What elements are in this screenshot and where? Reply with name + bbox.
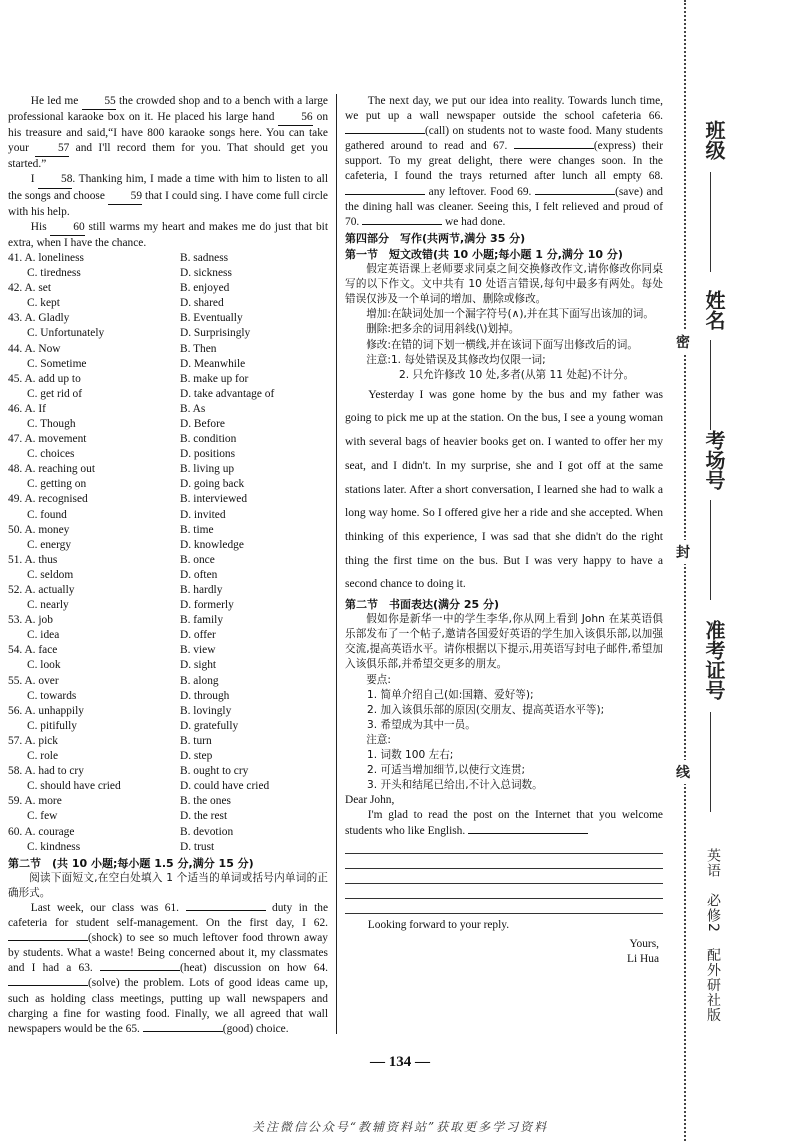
option-choice[interactable]: C. Though [27,417,76,430]
writing-instruction: 假如你是新华一中的学生李华,你从网上看到 John 在某英语俱乐部发布了一个帖子,邀请各国爱好英语的学生加入该俱乐部,以加强交流,提高英语水平。请你根据以下提示,用英语写封电子邮件,希望加入该俱乐部,并希望交更多的朋友。 [345,613,663,671]
option-choice[interactable]: B. enjoyed [180,282,230,295]
option-row [8,311,328,326]
option-choice[interactable]: 41. A. loneliness [8,251,84,264]
option-row [8,281,328,296]
blank-69[interactable] [535,194,615,195]
writing-line[interactable] [345,842,663,854]
option-choice[interactable]: 57. A. pick [8,734,58,747]
option-row [8,779,328,794]
option-choice[interactable]: B. ought to cry [180,765,249,778]
option-row [8,583,328,598]
options-list [8,251,328,855]
option-row [8,372,328,387]
option-row [8,251,328,266]
option-choice[interactable]: C. tiredness [27,267,81,280]
option-choice[interactable]: D. could have cried [180,780,270,793]
passage-paragraph-3: His 60 still warms my heart and makes me do just that bit extra, when I have the chance. [8,220,329,249]
option-row [8,628,328,643]
option-choice[interactable]: C. Unfortunately [27,327,105,340]
blank-60[interactable]: 60 [50,220,84,236]
option-choice[interactable]: C. kept [27,297,60,310]
blank-55[interactable]: 55 [82,94,116,110]
letter-opening: I'm glad to read the post on the Internet that you welcome students who like English. [345,809,663,837]
option-choice[interactable]: D. going back [180,478,245,491]
blank-56[interactable]: 56 [278,110,312,126]
option-row [8,689,328,704]
letter-yours: Yours, [629,937,659,950]
blank-68[interactable] [345,194,425,195]
binding-dotted-line [684,0,686,1141]
option-choice[interactable]: B. hardly [180,584,223,596]
option-row [8,447,328,462]
option-choice[interactable]: 60. A. courage [8,825,75,838]
left-column [8,94,328,1037]
option-choice[interactable]: B. interviewed [180,493,248,506]
points-item: 3. 希望成为其中一员。 [367,718,476,731]
page-number: — 134 — [370,1054,430,1070]
option-row [8,477,328,492]
section2-continued: The next day, we put our idea into reality. Towards lunch time, we put up a wall newspaper outside the school cafeteria 66. (call) on students not to waste food. Many students gathered around to read and 67. (express) their support. To my great delight, there were changes soon. In the cafeteria, I found the trays returned after lunch all empty 68. any leftover. Food 69. (save) and the dining hall was cleaner. Seeing this, I felt relieved and proud of 70. we had done. [345,95,663,228]
option-choice[interactable]: B. once [180,553,215,566]
option-choice[interactable]: B. family [180,614,224,627]
option-row [8,840,328,855]
option-row [8,704,328,719]
option-choice[interactable]: 53. A. job [8,614,53,627]
option-choice[interactable]: 49. A. recognised [8,493,88,506]
delete-rule: 删除:把多余的词用斜线(\)划掉。 [366,323,520,336]
writing-line[interactable] [345,872,663,884]
option-row [8,417,328,432]
option-choice[interactable]: B. turn [180,734,212,747]
option-row [8,643,328,658]
option-choice[interactable]: 51. A. thus [8,553,58,566]
writing-line[interactable] [345,857,663,869]
option-choice[interactable]: C. get rid of [27,387,83,400]
notes-item: 3. 开头和结尾已给出,不计入总词数。 [367,779,543,792]
letter-closing: Looking forward to your reply. [367,918,510,931]
blank-62[interactable] [8,940,88,941]
option-choice[interactable]: D. sickness [180,267,232,280]
blank-67[interactable] [514,148,594,149]
option-choice[interactable]: B. Eventually [180,312,243,325]
option-choice[interactable]: D. through [180,689,230,702]
passage-paragraph-1: He led me 55 the crowded shop and to a bench with a large professional karaoke box on it. He placed his large hand 56 on his treasure and said,“I have 800 karaoke songs here. You can take your 57 and I'll record them for you. That should get you started.” [8,95,329,171]
option-choice[interactable]: 45. A. add up to [8,372,81,385]
option-row [8,387,328,402]
option-row [8,538,328,553]
option-choice[interactable]: B. devotion [180,825,234,838]
section1-heading: 第一节 短文改错(共 10 小题;每小题 1 分,满分 10 分) [345,247,623,261]
blank-59[interactable]: 59 [108,189,142,205]
writing-line[interactable] [345,902,663,914]
section2-instruction: 阅读下面短文,在空白处填入 1 个适当的单词或括号内单词的正确形式。 [8,871,328,899]
option-choice[interactable]: B. time [180,523,214,536]
option-choice[interactable]: 56. A. unhappily [8,704,84,717]
option-choice[interactable]: D. trust [180,840,215,853]
option-choice[interactable]: 44. A. Now [8,342,61,355]
option-choice[interactable]: B. lovingly [180,704,232,717]
footer-notice: 关注微信公众号“教辅资料站”获取更多学习资料 [251,1120,549,1134]
blank-66[interactable] [345,133,425,134]
column-divider [336,94,337,1034]
option-choice[interactable]: B. make up for [180,372,249,385]
option-row [8,749,328,764]
option-choice[interactable]: 47. A. movement [8,433,87,446]
option-choice[interactable]: 58. A. had to cry [8,765,84,778]
option-choice[interactable]: 42. A. set [8,282,52,295]
binding-margin [672,0,800,1141]
option-row [8,492,328,507]
exam-id-field[interactable] [710,712,711,812]
option-choice[interactable]: C. look [27,659,61,672]
section2-writing-heading: 第二节 书面表达(满分 25 分) [345,598,500,612]
option-choice[interactable]: B. living up [180,463,235,476]
option-choice[interactable]: D. Surprisingly [180,327,251,340]
option-choice[interactable]: C. seldom [27,568,74,581]
option-choice[interactable]: C. role [27,750,59,763]
option-choice[interactable]: D. offer [180,629,216,642]
section2-passage: Last week, our class was 61. duty in the cafeteria for student self-management. On the first day, I 62. (shock) to see so much leftover food thrown away by students. What a waste! Being concerned about it, my classmates and I had a 63. (heat) discussion on how 64. (solve) the problem. Lots of good ideas came up, such as holding class meetings, putting up wall newspapers and charging a fine for wasting food. Finally, we all agreed that wall newspapers would be the 65. (good) choice. [8,901,328,1035]
option-choice[interactable]: D. gratefully [180,719,239,732]
option-choice[interactable]: B. condition [180,433,237,446]
blank-65[interactable] [143,1031,223,1032]
option-row [8,764,328,779]
option-choice[interactable]: D. take advantage of [180,387,275,400]
blank-61[interactable] [186,910,266,911]
points-item: 1. 简单介绍自己(如:国籍、爱好等); [367,688,534,701]
letter-signature: Li Hua [627,952,659,965]
seal-mark-feng: 封 [676,540,690,564]
option-row [8,568,328,583]
blank-64[interactable] [8,985,88,986]
name-label: 姓名 [702,290,726,330]
option-choice[interactable]: B. the ones [180,795,231,808]
section1-instruction: 假定英语课上老师要求同桌之间交换修改作文,请你修改你同桌写的以下作文。文中共有 10 处语言错误,每句中最多有两处。每处错误仅涉及一个单词的增加、删除或修改。 [345,263,663,306]
option-choice[interactable]: C. pitifully [27,719,77,732]
option-choice[interactable]: B. view [180,644,216,657]
option-choice[interactable]: 59. A. more [8,795,62,808]
option-row [8,432,328,447]
option-choice[interactable]: 48. A. reaching out [8,463,95,476]
add-rule: 增加:在缺词处加一个漏字符号(∧),并在其下面写出该加的词。 [366,308,654,321]
section2-heading: 第二节 (共 10 小题;每小题 1.5 分,满分 15 分) [8,856,254,870]
option-choice[interactable]: 50. A. money [8,523,70,536]
option-choice[interactable]: D. step [180,750,213,763]
right-column [345,94,663,967]
book-label: 英语 必修2 配外研社版 [705,848,721,1023]
option-row [8,794,328,809]
letter-greeting: Dear John, [345,794,395,807]
option-row [8,523,328,538]
option-choice[interactable]: C. kindness [27,840,81,853]
option-row [8,508,328,523]
notes-list [345,748,663,793]
option-choice[interactable]: C. idea [27,629,60,642]
option-choice[interactable]: B. sadness [180,251,229,264]
option-choice[interactable]: B. As [180,402,206,415]
option-choice[interactable]: C. should have cried [27,780,121,793]
exam-room-label: 考场号 [702,430,726,490]
option-choice[interactable]: D. the rest [180,810,228,823]
option-row [8,719,328,734]
option-row [8,326,328,341]
seal-mark-mi: 密 [676,330,690,354]
option-choice[interactable]: B. along [180,674,219,687]
option-choice[interactable]: C. nearly [27,599,69,612]
option-row [8,402,328,417]
notes-item: 1. 词数 100 左右; [367,749,454,762]
option-choice[interactable]: C. found [27,508,67,521]
option-choice[interactable]: D. often [180,568,218,581]
option-choice[interactable]: C. Sometime [27,357,87,370]
option-choice[interactable]: C. towards [27,689,77,702]
option-choice[interactable]: C. energy [27,538,72,551]
option-choice[interactable]: 43. A. Gladly [8,312,70,325]
points-list [345,688,663,733]
error-correction-essay[interactable]: Yesterday I was gone home by the bus and my father was going to pick me up at the station. On the bus, I see a young woman with several bags of heavier books get on. I wanted to offer her my seat, and I didn't. In my surprise, she and I got off at the same stations later. After a short conversation, I learned she had to walk a long way home. So I offered give her a ride and she accepted. When thinking of this experience, I was sad that she didn't do the right thing the first time on the bus. But I was very happy to have a second chance to doing it. [345,387,663,591]
option-choice[interactable]: D. positions [180,448,236,461]
option-row [8,462,328,477]
option-row [8,296,328,311]
class-label: 班级 [702,120,726,160]
option-choice[interactable]: C. few [27,810,58,823]
points-item: 2. 加入该俱乐部的原因(交朋友、提高英语水平等); [367,703,605,716]
option-row [8,825,328,840]
option-choice[interactable]: 54. A. face [8,644,58,657]
name-field[interactable] [710,340,711,430]
part4-heading: 第四部分 写作(共两节,满分 35 分) [345,231,526,245]
class-field[interactable] [710,172,711,272]
note-2: 2. 只允许修改 10 处,多者(从第 11 处起)不计分。 [399,368,635,381]
notes-item: 2. 可适当增加细节,以使行文连贯; [367,764,526,777]
option-row [8,553,328,568]
blank-57[interactable]: 57 [35,141,69,157]
notes-label: 注意: [366,733,391,746]
option-row [8,674,328,689]
option-row [8,266,328,281]
writing-line-start[interactable] [468,833,588,834]
option-row [8,809,328,824]
option-choice[interactable]: C. getting on [27,478,87,491]
option-choice[interactable]: 52. A. actually [8,584,75,596]
passage-paragraph-2: I 58. Thanking him, I made a time with him to listen to all the songs and choose 59 that I could sing. I have come full circle with his help. [8,173,328,218]
writing-line[interactable] [345,887,663,899]
exam-room-field[interactable] [710,500,711,600]
option-row [8,357,328,372]
seal-mark-xian: 线 [676,760,690,784]
option-row [8,613,328,628]
modify-rule: 修改:在错的词下划一横线,并在该词下面写出修改后的词。 [366,338,638,351]
option-choice[interactable]: B. Then [180,342,217,355]
option-choice[interactable]: C. choices [27,448,75,461]
option-choice[interactable]: D. Meanwhile [180,357,246,370]
blank-58[interactable]: 58 [38,172,72,188]
option-choice[interactable]: D. shared [180,297,224,310]
option-choice[interactable]: D. formerly [180,599,234,612]
option-choice[interactable]: D. invited [180,508,226,521]
blank-70[interactable] [362,224,442,225]
option-choice[interactable]: D. Before [180,417,225,430]
note-1: 注意:1. 每处错误及其修改均仅限一词; [366,353,546,366]
blank-63[interactable] [100,970,180,971]
option-row [8,598,328,613]
points-label: 要点: [366,673,391,686]
option-choice[interactable]: 55. A. over [8,674,59,687]
exam-id-label: 准考证号 [702,620,726,700]
option-row [8,734,328,749]
option-row [8,658,328,673]
option-choice[interactable]: 46. A. If [8,402,46,415]
option-choice[interactable]: D. knowledge [180,538,244,551]
option-choice[interactable]: D. sight [180,659,217,672]
option-row [8,342,328,357]
